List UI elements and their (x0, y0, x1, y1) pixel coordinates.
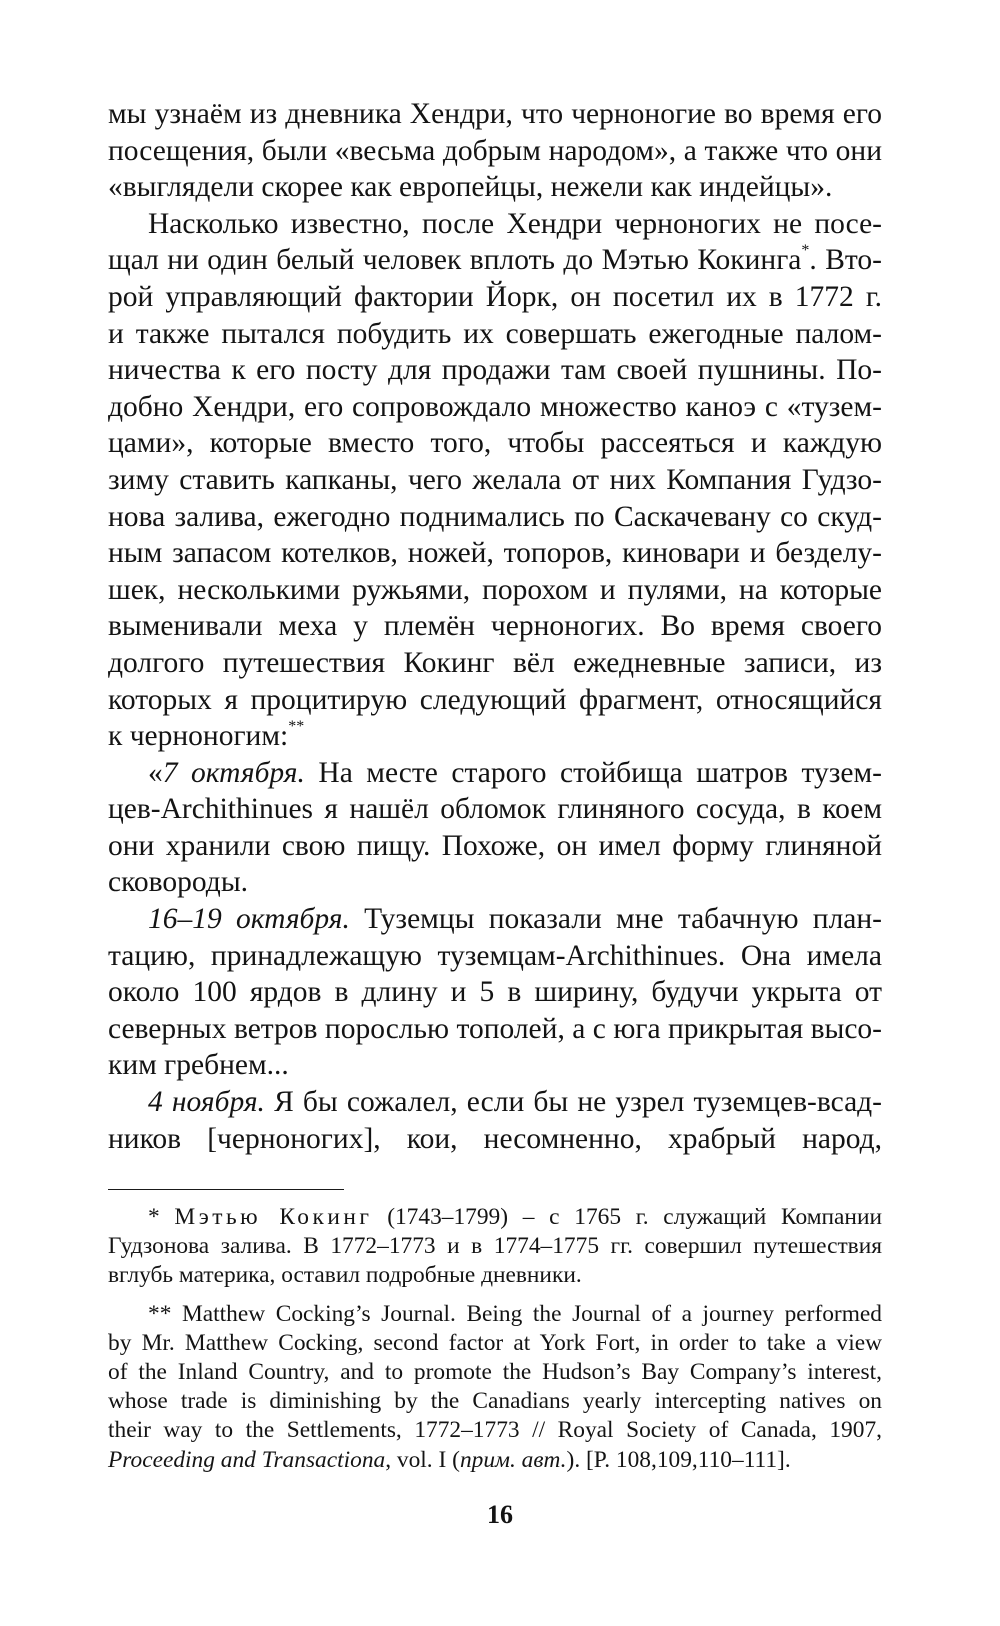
text-line: of the Inland Country, and to promote the Hudson’s Bay Company’s interest, (108, 1359, 882, 1386)
text-line: которых я процитирую следующий фрагмент, относящийся (108, 683, 882, 716)
text-line: сковороды. (108, 866, 249, 899)
text-line: шек, несколькими ружьями, порохом и пулями, на которые (108, 573, 882, 606)
footnote-ref-2[interactable]: ** (288, 718, 305, 736)
text-line: нова залива, ежегодно поднимались по Саскачевану со скуд- (108, 500, 882, 533)
page-number: 16 (487, 1500, 513, 1529)
text-line: ). [P. 108,109,110–111]. (566, 1446, 791, 1473)
text-line: Я бы сожалел, если бы не узрел туземцев-всад- (264, 1086, 882, 1119)
footnote-separator (108, 1189, 344, 1190)
text-line: около 100 ярдов в длину и 5 в ширину, будучи укрыта от (108, 976, 882, 1009)
publication-title: Proceeding and Transactiona (108, 1446, 386, 1473)
paragraph-5 (108, 1084, 882, 1157)
text-line: щал ни один белый человек вплоть до Мэтью Кокинга (108, 244, 802, 277)
paragraph-2 (108, 206, 882, 718)
text-line: рой управляющий фактории Йорк, он посетил их в 1772 г. (108, 280, 882, 313)
text-line: whose trade is diminishing by the Canadians yearly intercepting natives on (108, 1388, 882, 1415)
text-line: цами», которые вместо того, чтобы рассеяться и каждую (108, 427, 882, 460)
quote-open: « (148, 756, 163, 789)
paragraph-1 (108, 96, 882, 169)
footnotes (108, 1203, 882, 1484)
paragraph-4 (108, 901, 882, 1047)
text-line: ничества к его посту для продажи там своей пушнины. По- (108, 354, 882, 387)
footnote-ref-1[interactable]: * (801, 242, 810, 260)
text-line: their way to the Settlements, 1772–1773 // Royal Society of Canada, 1907, (108, 1417, 882, 1444)
text-line: добно Хендри, его сопровождало множество каноэ с «тузем- (108, 390, 882, 423)
text-line: они хранили свою пищу. Похоже, он имел форму глиняной (108, 829, 882, 862)
text-line: мы узнаём из дневника Хендри, что черноногие во время его (108, 98, 882, 130)
text-line: by Mr. Matthew Cocking, second factor at York Fort, in order to take a view (108, 1329, 882, 1356)
text-line: Гудзонова залива. В 1772–1773 и в 1774–1775 гг. совершил путешествия (108, 1233, 882, 1260)
text-line: Matthew Cocking’s Journal. Being the Journal of a journey performed (181, 1300, 882, 1327)
text-line: тацию, принадлежащую туземцам-Archithinues. Она имела (108, 939, 882, 972)
entry-date: 4 ноября. (148, 1086, 265, 1119)
text-line: северных ветров порослью тополей, а с юга прикрытая высо- (108, 1012, 882, 1045)
text-line: ным запасом котелков, ножей, топоров, киновари и безделу- (108, 537, 882, 570)
text-line: долгого путешествия Кокинг вёл ежедневные записи, из (108, 646, 882, 679)
entry-date: 7 октября. (162, 756, 305, 789)
text-line: ников [черноногих], кои, несомненно, храбрый народ, (108, 1122, 882, 1155)
text-line: цев-Archithinues я нашёл обломок глиняного сосуда, в коем (108, 793, 882, 826)
footnote-2-end (108, 1446, 882, 1475)
text-line: и также пытался побудить их совершать ежегодные палом- (108, 317, 882, 350)
footnote-name: Мэтью Кокинг (174, 1204, 373, 1230)
footnote-mark: * (148, 1204, 175, 1230)
paragraph-1-end (108, 169, 882, 206)
footnote-1-end (108, 1261, 882, 1290)
author-note: прим. авт. (459, 1446, 567, 1473)
text-line: ким гребнем... (108, 1049, 289, 1082)
text-line: (1743–1799) – с 1765 г. служащий Компании (372, 1204, 882, 1230)
text-line: зиму ставить капканы, чего желала от них Компания Гудзо- (108, 463, 882, 496)
paragraph-3-end (108, 864, 882, 901)
main-text (108, 96, 882, 1157)
text-line: . Вто- (809, 244, 882, 277)
text-line: к черноногим: (108, 720, 289, 753)
footnote-1 (108, 1203, 882, 1261)
paragraph-3 (108, 755, 882, 865)
text-line: Туземцы показали мне табачную план- (349, 903, 882, 936)
text-line: «выглядели скорее как европейцы, нежели как индейцы». (108, 171, 833, 204)
paragraph-2-end (108, 718, 882, 755)
paragraph-4-end (108, 1047, 882, 1084)
footnote-mark: ** (148, 1300, 182, 1327)
text-line: На месте старого стойбища шатров тузем- (304, 756, 883, 789)
text-line: вглубь материка, оставил подробные дневники. (108, 1262, 582, 1289)
text-line: Насколько известно, после Хендри черноногих не посе- (148, 207, 882, 240)
text-line: , vol. I ( (385, 1446, 460, 1473)
entry-date: 16–19 октября. (148, 903, 350, 936)
footnote-2 (108, 1300, 882, 1446)
text-line: выменивали меха у племён черноногих. Во время своего (108, 610, 882, 643)
text-line: посещения, были «весьма добрым народом», а также что они (108, 134, 882, 167)
